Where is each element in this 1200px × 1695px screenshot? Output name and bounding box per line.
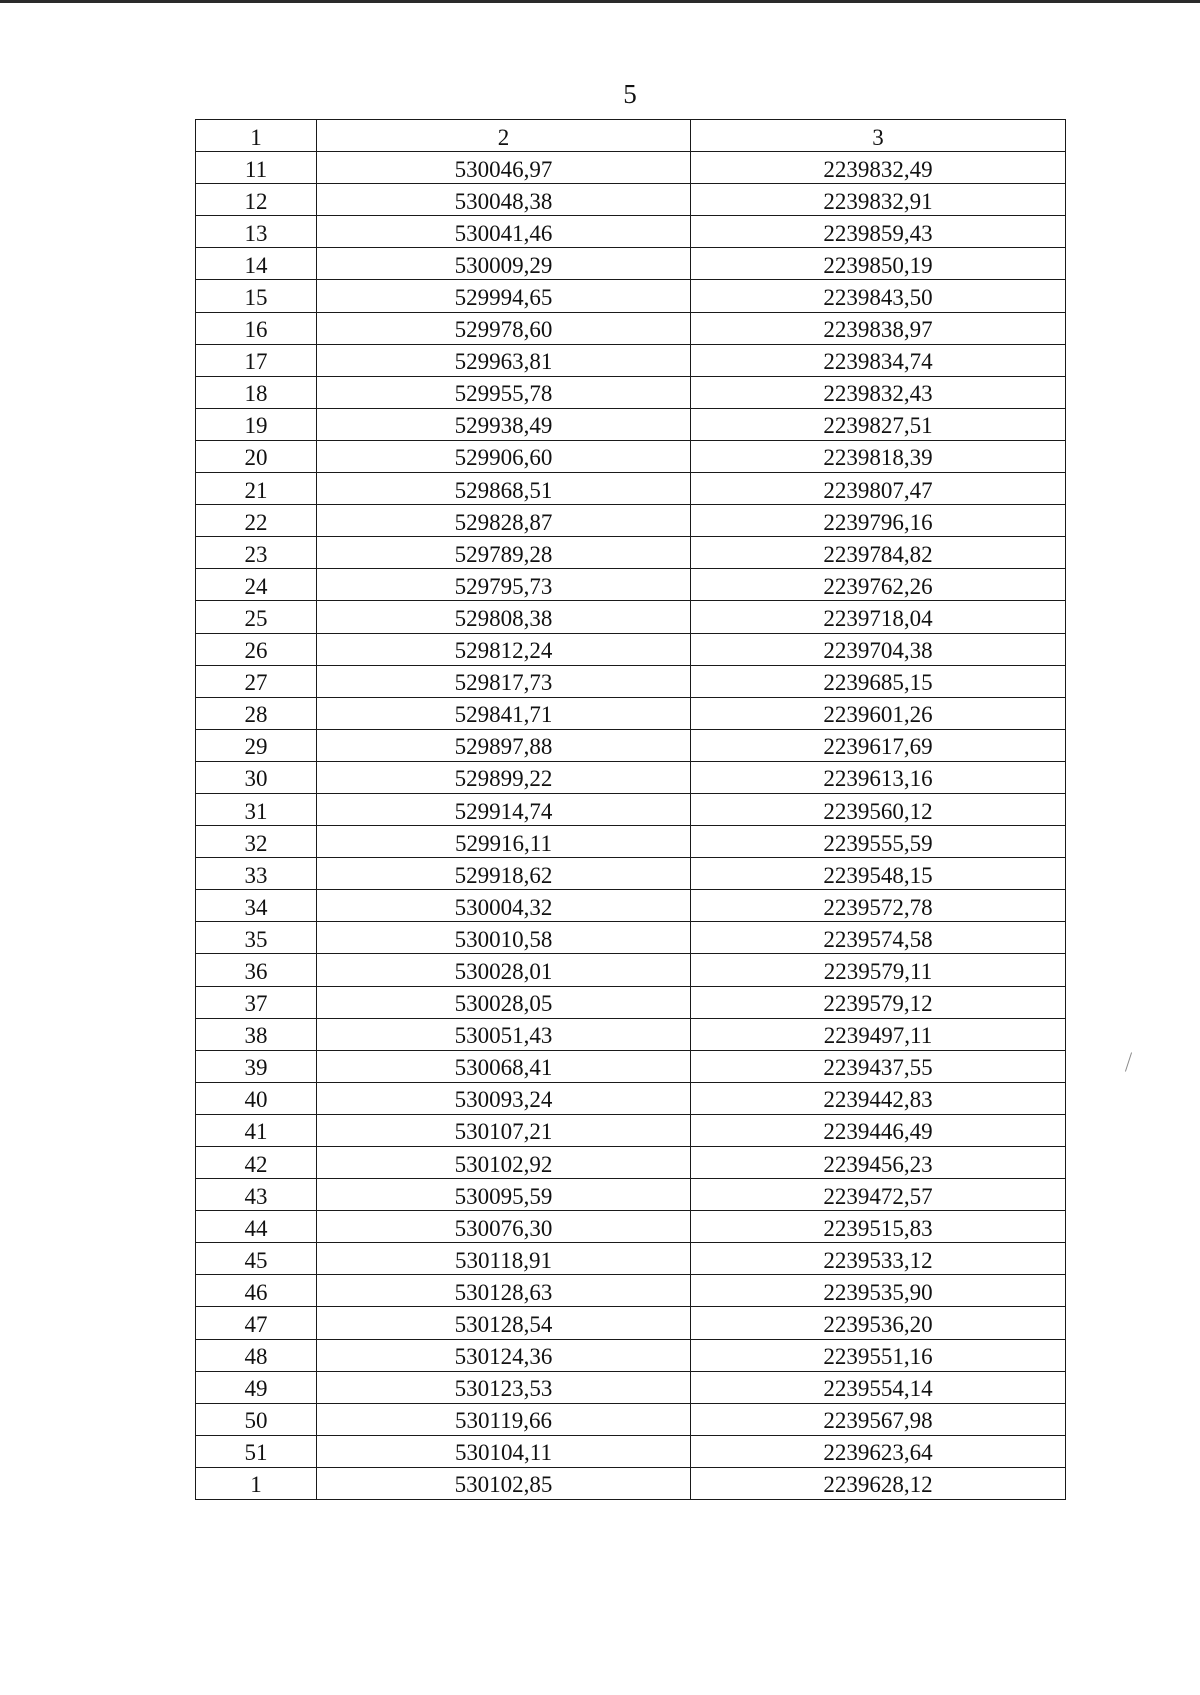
x-coordinate-cell: 530093,24 xyxy=(317,1082,691,1114)
y-coordinate-cell: 2239572,78 xyxy=(691,890,1066,922)
x-coordinate-cell: 530028,01 xyxy=(317,954,691,986)
x-coordinate-cell: 530119,66 xyxy=(317,1403,691,1435)
x-coordinate-cell: 529916,11 xyxy=(317,826,691,858)
x-coordinate-cell: 529955,78 xyxy=(317,376,691,408)
scan-mark xyxy=(1125,1052,1132,1071)
table-row xyxy=(196,1339,1066,1371)
y-coordinate-cell: 2239579,11 xyxy=(691,954,1066,986)
table-row xyxy=(196,473,1066,505)
y-coordinate-cell: 2239548,15 xyxy=(691,858,1066,890)
table-row xyxy=(196,152,1066,184)
point-number-cell: 22 xyxy=(196,505,317,537)
table-row xyxy=(196,1435,1066,1467)
point-number-cell: 46 xyxy=(196,1275,317,1307)
point-number-cell: 45 xyxy=(196,1243,317,1275)
table-row xyxy=(196,729,1066,761)
x-coordinate-cell: 530107,21 xyxy=(317,1114,691,1146)
table-row xyxy=(196,1018,1066,1050)
point-number-cell: 21 xyxy=(196,473,317,505)
table-row xyxy=(196,376,1066,408)
y-coordinate-cell: 2239497,11 xyxy=(691,1018,1066,1050)
x-coordinate-cell: 529817,73 xyxy=(317,665,691,697)
table-row xyxy=(196,408,1066,440)
table-row xyxy=(196,986,1066,1018)
point-number-cell: 15 xyxy=(196,280,317,312)
x-coordinate-cell: 529841,71 xyxy=(317,697,691,729)
column-header-y: 3 xyxy=(691,120,1066,152)
x-coordinate-cell: 530118,91 xyxy=(317,1243,691,1275)
table-row xyxy=(196,505,1066,537)
table-row xyxy=(196,858,1066,890)
point-number-cell: 18 xyxy=(196,376,317,408)
x-coordinate-cell: 529906,60 xyxy=(317,440,691,472)
point-number-cell: 20 xyxy=(196,440,317,472)
point-number-cell: 35 xyxy=(196,922,317,954)
x-coordinate-cell: 529808,38 xyxy=(317,601,691,633)
table-row xyxy=(196,1243,1066,1275)
table-row xyxy=(196,1114,1066,1146)
table-header-row xyxy=(196,120,1066,152)
y-coordinate-cell: 2239827,51 xyxy=(691,408,1066,440)
point-number-cell: 44 xyxy=(196,1211,317,1243)
point-number-cell: 40 xyxy=(196,1082,317,1114)
point-number-cell: 33 xyxy=(196,858,317,890)
table-row xyxy=(196,1403,1066,1435)
y-coordinate-cell: 2239838,97 xyxy=(691,312,1066,344)
y-coordinate-cell: 2239704,38 xyxy=(691,633,1066,665)
y-coordinate-cell: 2239554,14 xyxy=(691,1371,1066,1403)
point-number-cell: 39 xyxy=(196,1050,317,1082)
point-number-cell: 31 xyxy=(196,793,317,825)
y-coordinate-cell: 2239832,49 xyxy=(691,152,1066,184)
point-number-cell: 25 xyxy=(196,601,317,633)
x-coordinate-cell: 530102,85 xyxy=(317,1467,691,1499)
x-coordinate-cell: 530123,53 xyxy=(317,1371,691,1403)
point-number-cell: 41 xyxy=(196,1114,317,1146)
x-coordinate-cell: 529994,65 xyxy=(317,280,691,312)
x-coordinate-cell: 530028,05 xyxy=(317,986,691,1018)
point-number-cell: 11 xyxy=(196,152,317,184)
x-coordinate-cell: 530046,97 xyxy=(317,152,691,184)
table-row xyxy=(196,793,1066,825)
x-coordinate-cell: 530041,46 xyxy=(317,216,691,248)
table-row xyxy=(196,1467,1066,1499)
table-row xyxy=(196,601,1066,633)
point-number-cell: 28 xyxy=(196,697,317,729)
x-coordinate-cell: 529812,24 xyxy=(317,633,691,665)
point-number-cell: 50 xyxy=(196,1403,317,1435)
point-number-cell: 32 xyxy=(196,826,317,858)
y-coordinate-cell: 2239574,58 xyxy=(691,922,1066,954)
point-number-cell: 27 xyxy=(196,665,317,697)
table-row xyxy=(196,1211,1066,1243)
x-coordinate-cell: 529938,49 xyxy=(317,408,691,440)
y-coordinate-cell: 2239832,43 xyxy=(691,376,1066,408)
point-number-cell: 48 xyxy=(196,1339,317,1371)
y-coordinate-cell: 2239718,04 xyxy=(691,601,1066,633)
x-coordinate-cell: 529897,88 xyxy=(317,729,691,761)
point-number-cell: 1 xyxy=(196,1467,317,1499)
x-coordinate-cell: 530124,36 xyxy=(317,1339,691,1371)
column-header-point: 1 xyxy=(196,120,317,152)
y-coordinate-cell: 2239579,12 xyxy=(691,986,1066,1018)
point-number-cell: 29 xyxy=(196,729,317,761)
x-coordinate-cell: 529868,51 xyxy=(317,473,691,505)
y-coordinate-cell: 2239601,26 xyxy=(691,697,1066,729)
y-coordinate-cell: 2239859,43 xyxy=(691,216,1066,248)
point-number-cell: 19 xyxy=(196,408,317,440)
x-coordinate-cell: 529795,73 xyxy=(317,569,691,601)
y-coordinate-cell: 2239818,39 xyxy=(691,440,1066,472)
x-coordinate-cell: 529978,60 xyxy=(317,312,691,344)
table-row xyxy=(196,922,1066,954)
table-row xyxy=(196,1307,1066,1339)
y-coordinate-cell: 2239551,16 xyxy=(691,1339,1066,1371)
y-coordinate-cell: 2239533,12 xyxy=(691,1243,1066,1275)
table-row xyxy=(196,216,1066,248)
point-number-cell: 17 xyxy=(196,344,317,376)
table-row xyxy=(196,312,1066,344)
x-coordinate-cell: 530104,11 xyxy=(317,1435,691,1467)
x-coordinate-cell: 530010,58 xyxy=(317,922,691,954)
coordinates-table xyxy=(195,119,1066,1500)
y-coordinate-cell: 2239567,98 xyxy=(691,1403,1066,1435)
table-row xyxy=(196,665,1066,697)
x-coordinate-cell: 529828,87 xyxy=(317,505,691,537)
y-coordinate-cell: 2239843,50 xyxy=(691,280,1066,312)
y-coordinate-cell: 2239456,23 xyxy=(691,1147,1066,1179)
x-coordinate-cell: 530004,32 xyxy=(317,890,691,922)
y-coordinate-cell: 2239850,19 xyxy=(691,248,1066,280)
y-coordinate-cell: 2239515,83 xyxy=(691,1211,1066,1243)
scan-edge xyxy=(0,0,1200,3)
table-row xyxy=(196,1179,1066,1211)
y-coordinate-cell: 2239535,90 xyxy=(691,1275,1066,1307)
x-coordinate-cell: 530128,63 xyxy=(317,1275,691,1307)
point-number-cell: 38 xyxy=(196,1018,317,1050)
x-coordinate-cell: 530009,29 xyxy=(317,248,691,280)
table-row xyxy=(196,1147,1066,1179)
y-coordinate-cell: 2239807,47 xyxy=(691,473,1066,505)
y-coordinate-cell: 2239832,91 xyxy=(691,184,1066,216)
table-row xyxy=(196,826,1066,858)
y-coordinate-cell: 2239446,49 xyxy=(691,1114,1066,1146)
y-coordinate-cell: 2239617,69 xyxy=(691,729,1066,761)
table-row xyxy=(196,569,1066,601)
point-number-cell: 34 xyxy=(196,890,317,922)
y-coordinate-cell: 2239623,64 xyxy=(691,1435,1066,1467)
table-row xyxy=(196,890,1066,922)
point-number-cell: 47 xyxy=(196,1307,317,1339)
x-coordinate-cell: 529899,22 xyxy=(317,761,691,793)
table-row xyxy=(196,344,1066,376)
table-row xyxy=(196,954,1066,986)
x-coordinate-cell: 530048,38 xyxy=(317,184,691,216)
y-coordinate-cell: 2239613,16 xyxy=(691,761,1066,793)
table-row xyxy=(196,697,1066,729)
point-number-cell: 49 xyxy=(196,1371,317,1403)
x-coordinate-cell: 529918,62 xyxy=(317,858,691,890)
table-row xyxy=(196,280,1066,312)
point-number-cell: 26 xyxy=(196,633,317,665)
point-number-cell: 37 xyxy=(196,986,317,1018)
y-coordinate-cell: 2239442,83 xyxy=(691,1082,1066,1114)
table-row xyxy=(196,1050,1066,1082)
column-header-x: 2 xyxy=(317,120,691,152)
point-number-cell: 43 xyxy=(196,1179,317,1211)
x-coordinate-cell: 530128,54 xyxy=(317,1307,691,1339)
y-coordinate-cell: 2239437,55 xyxy=(691,1050,1066,1082)
page-number: 5 xyxy=(623,79,637,109)
y-coordinate-cell: 2239685,15 xyxy=(691,665,1066,697)
y-coordinate-cell: 2239472,57 xyxy=(691,1179,1066,1211)
point-number-cell: 51 xyxy=(196,1435,317,1467)
table-row xyxy=(196,440,1066,472)
y-coordinate-cell: 2239628,12 xyxy=(691,1467,1066,1499)
table-row xyxy=(196,633,1066,665)
table-row xyxy=(196,761,1066,793)
x-coordinate-cell: 529789,28 xyxy=(317,537,691,569)
point-number-cell: 36 xyxy=(196,954,317,986)
point-number-cell: 23 xyxy=(196,537,317,569)
y-coordinate-cell: 2239796,16 xyxy=(691,505,1066,537)
point-number-cell: 24 xyxy=(196,569,317,601)
point-number-cell: 42 xyxy=(196,1147,317,1179)
y-coordinate-cell: 2239555,59 xyxy=(691,826,1066,858)
table-row xyxy=(196,537,1066,569)
y-coordinate-cell: 2239560,12 xyxy=(691,793,1066,825)
coordinates-table-body xyxy=(196,120,1066,1500)
y-coordinate-cell: 2239762,26 xyxy=(691,569,1066,601)
point-number-cell: 12 xyxy=(196,184,317,216)
point-number-cell: 16 xyxy=(196,312,317,344)
point-number-cell: 30 xyxy=(196,761,317,793)
point-number-cell: 13 xyxy=(196,216,317,248)
x-coordinate-cell: 530076,30 xyxy=(317,1211,691,1243)
table-row xyxy=(196,1275,1066,1307)
x-coordinate-cell: 530095,59 xyxy=(317,1179,691,1211)
table-row xyxy=(196,1082,1066,1114)
x-coordinate-cell: 529963,81 xyxy=(317,344,691,376)
x-coordinate-cell: 530102,92 xyxy=(317,1147,691,1179)
y-coordinate-cell: 2239784,82 xyxy=(691,537,1066,569)
point-number-cell: 14 xyxy=(196,248,317,280)
y-coordinate-cell: 2239834,74 xyxy=(691,344,1066,376)
x-coordinate-cell: 529914,74 xyxy=(317,793,691,825)
table-row xyxy=(196,1371,1066,1403)
table-row xyxy=(196,184,1066,216)
y-coordinate-cell: 2239536,20 xyxy=(691,1307,1066,1339)
table-row xyxy=(196,248,1066,280)
x-coordinate-cell: 530051,43 xyxy=(317,1018,691,1050)
x-coordinate-cell: 530068,41 xyxy=(317,1050,691,1082)
